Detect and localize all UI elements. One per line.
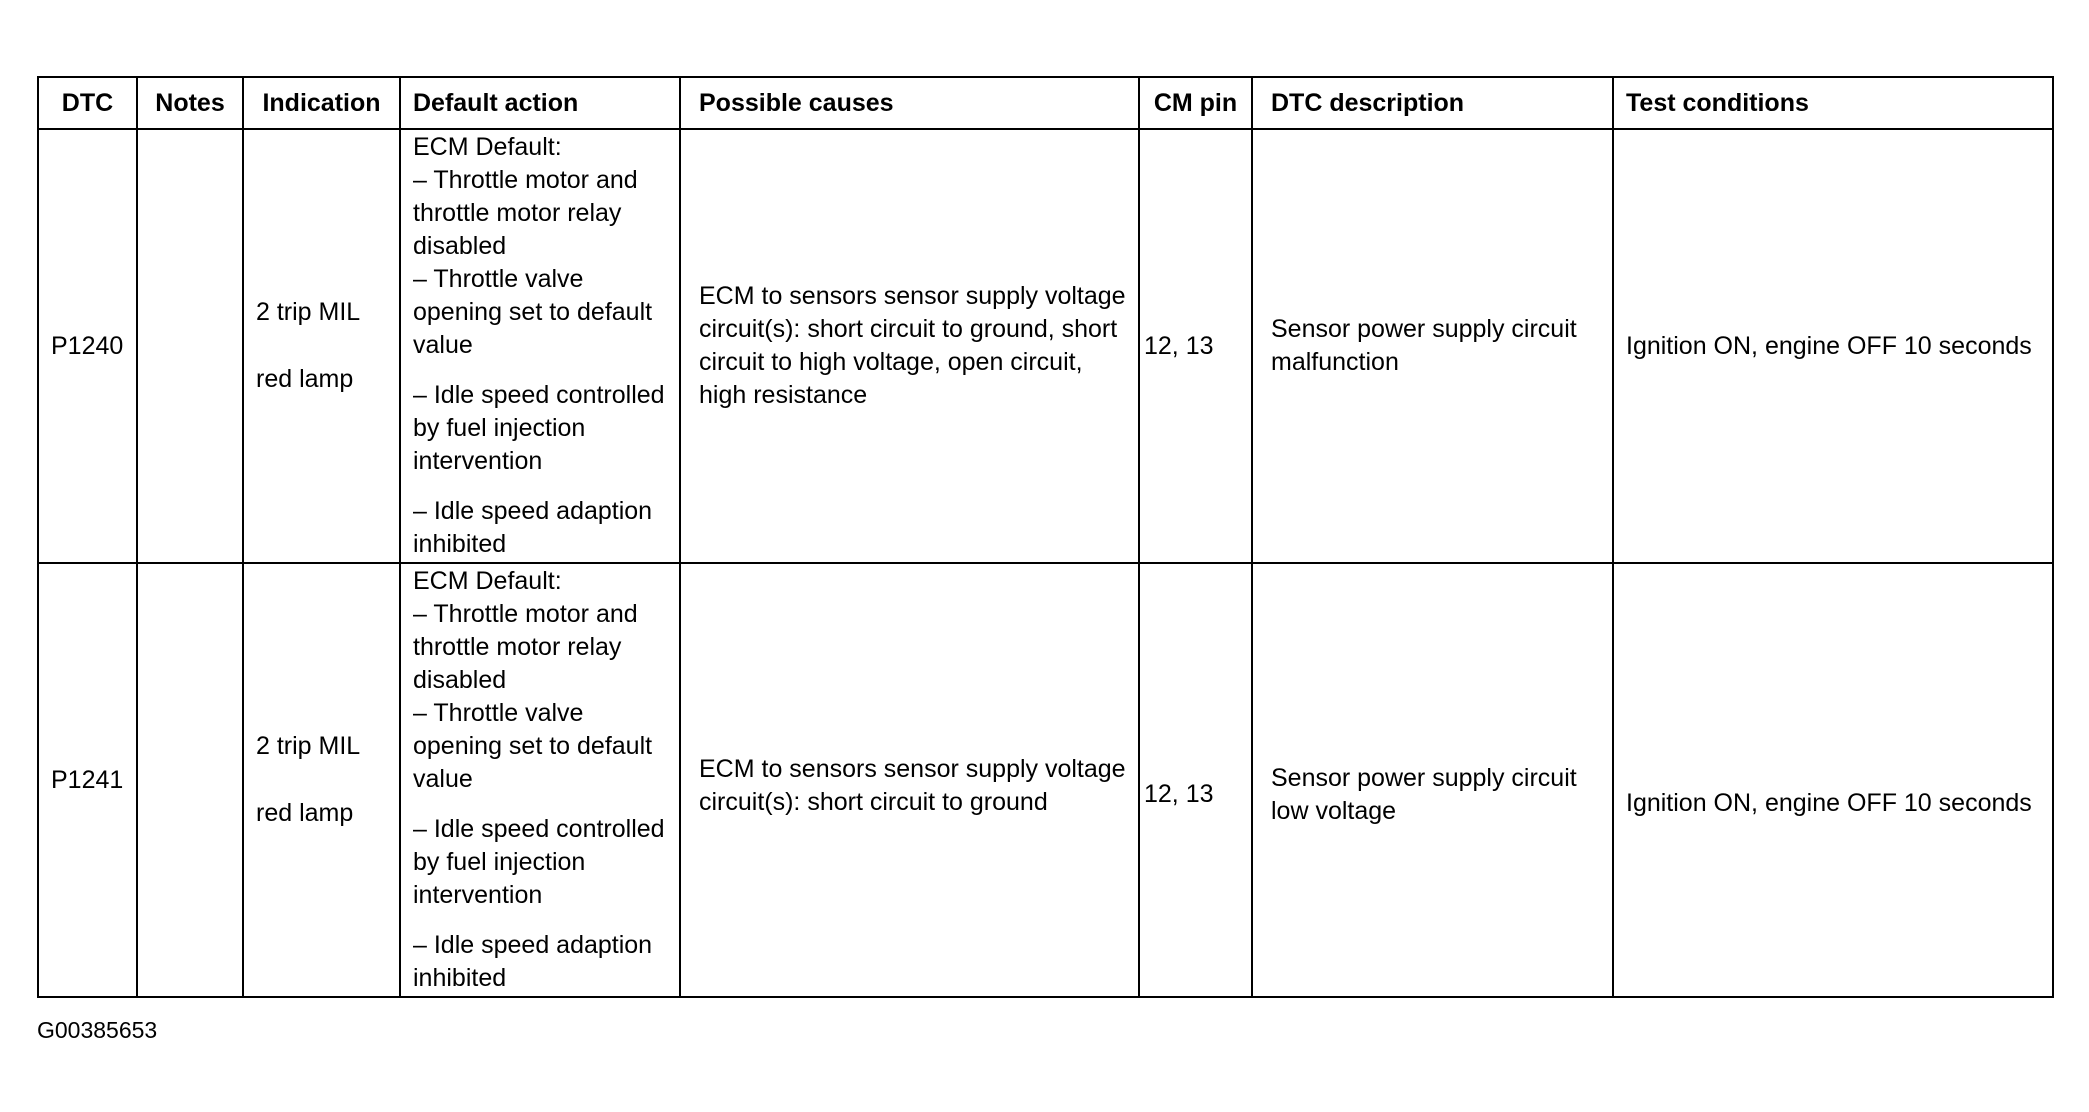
possible-causes-cell: ECM to sensors sensor supply voltage circuit(s): short circuit to ground [680, 563, 1139, 997]
default-action-heading: ECM Default: [413, 567, 562, 595]
notes-cell [137, 129, 243, 563]
indication-cell [243, 563, 400, 997]
default-action-item: – Idle speed adaption inhibited [413, 931, 653, 992]
header-cm-pin: CM pin [1139, 77, 1252, 129]
header-dtc-description: DTC description [1252, 77, 1613, 129]
default-action-item: – Throttle valve opening set to default value [413, 265, 653, 359]
default-action-item: – Throttle motor and throttle motor relay disabled [413, 600, 638, 694]
indication-lamp: red lamp [256, 799, 354, 827]
header-possible-causes: Possible causes [680, 77, 1139, 129]
test-conditions-cell: Ignition ON, engine OFF 10 seconds [1613, 129, 2053, 563]
header-default-action: Default action [400, 77, 680, 129]
default-action-cell [400, 129, 680, 563]
notes-cell [137, 563, 243, 997]
cm-pin-cell: 12, 13 [1139, 129, 1252, 563]
default-action-cell [400, 563, 680, 997]
default-action-item: – Idle speed controlled by fuel injection intervention [413, 815, 665, 909]
cm-pin-cell: 12, 13 [1139, 563, 1252, 997]
header-indication: Indication [243, 77, 400, 129]
dtc-code: P1241 [38, 563, 137, 997]
default-action-item: – Throttle motor and throttle motor relay disabled [413, 166, 638, 260]
dtc-table [37, 76, 2054, 998]
default-action-item: – Idle speed adaption inhibited [413, 497, 653, 558]
indication-mil: 2 trip MIL [256, 732, 361, 760]
indication-lamp: red lamp [256, 365, 354, 393]
indication-mil: 2 trip MIL [256, 298, 361, 326]
test-conditions-cell: Ignition ON, engine OFF 10 seconds [1613, 563, 2053, 997]
indication-cell [243, 129, 400, 563]
table-row [38, 563, 2053, 997]
possible-causes-cell: ECM to sensors sensor supply voltage circuit(s): short circuit to ground, short circuit to high voltage, open circuit, high resistance [680, 129, 1139, 563]
header-notes: Notes [137, 77, 243, 129]
header-test-conditions: Test conditions [1613, 77, 2053, 129]
figure-id: G00385653 [37, 1017, 158, 1043]
dtc-description-cell: Sensor power supply circuit malfunction [1252, 129, 1613, 563]
dtc-description-cell: Sensor power supply circuit low voltage [1252, 563, 1613, 997]
table-row [38, 129, 2053, 563]
dtc-code: P1240 [38, 129, 137, 563]
default-action-item: – Throttle valve opening set to default value [413, 699, 653, 793]
header-dtc: DTC [38, 77, 137, 129]
table-header-row [38, 77, 2053, 129]
default-action-item: – Idle speed controlled by fuel injection intervention [413, 381, 665, 475]
default-action-heading: ECM Default: [413, 133, 562, 161]
